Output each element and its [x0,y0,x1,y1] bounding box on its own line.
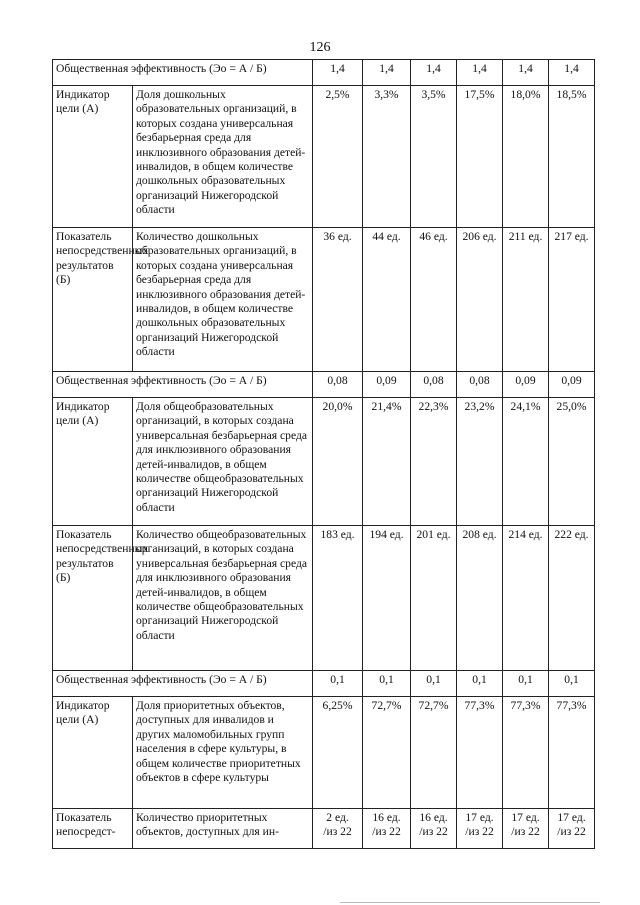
value-cell: 0,09 [549,372,595,398]
value-cell: 0,1 [549,671,595,697]
value-cell: 0,1 [457,671,503,697]
value-cell: 24,1% [503,398,549,526]
value-cell: 206 ед. [457,228,503,372]
indicator-description: Доля приоритетных объектов, доступных для инвалидов и других маломобильных групп населения в сфере культуры, в общем количестве приоритетных объектов в сфере культуры [133,697,313,809]
value-cell: 2,5% [313,86,363,228]
value-cell: 22,3% [411,398,457,526]
value-cell: 3,3% [363,86,411,228]
value-cell: 217 ед. [549,228,595,372]
value-cell: 1,4 [503,60,549,86]
table-row-result [53,809,595,849]
value-cell: 0,1 [411,671,457,697]
efficiency-label: Общественная эффективность (Эо = А / Б) [53,60,313,86]
result-label: Показатель непосредственных результатов (Б) [53,526,133,671]
table-row-efficiency [53,372,595,398]
table-row-efficiency [53,60,595,86]
value-cell: 211 ед. [503,228,549,372]
result-description: Количество дошкольных образовательных организаций, в которых создана универсальная безбарьерная среда для инклюзивного образования детей-инвалидов, в общем количестве дошкольных образовательных организаций Нижегородской области [133,228,313,372]
value-cell: 46 ед. [411,228,457,372]
table-row-result [53,228,595,372]
value-cell: 1,4 [549,60,595,86]
value-cell: 17,5% [457,86,503,228]
scan-artifact-line [340,902,600,903]
value-cell: 77,3% [503,697,549,809]
value-cell: 222 ед. [549,526,595,671]
value-cell: 1,4 [363,60,411,86]
value-cell: 1,4 [457,60,503,86]
value-cell: 208 ед. [457,526,503,671]
value-cell: 25,0% [549,398,595,526]
table-row-indicator [53,86,595,228]
value-cell: 17 ед. /из 22 [503,809,549,849]
value-cell: 3,5% [411,86,457,228]
value-cell: 17 ед. /из 22 [549,809,595,849]
efficiency-label: Общественная эффективность (Эо = А / Б) [53,671,313,697]
table-row-indicator [53,398,595,526]
value-cell: 23,2% [457,398,503,526]
table-row-result [53,526,595,671]
value-cell: 72,7% [363,697,411,809]
efficiency-table [52,59,595,849]
result-description: Количество общеобразовательных организаций, в которых создана универсальная безбарьерная среда для инклюзивного образования детей-инвалидов, в общем количестве общеобразовательных организаций Нижегородской области [133,526,313,671]
indicator-label: Индикатор цели (А) [53,697,133,809]
value-cell: 1,4 [313,60,363,86]
value-cell: 20,0% [313,398,363,526]
efficiency-label: Общественная эффективность (Эо = А / Б) [53,372,313,398]
value-cell: 16 ед. /из 22 [363,809,411,849]
table-row-efficiency [53,671,595,697]
result-label: Показатель непосредственных результатов (Б) [53,228,133,372]
value-cell: 44 ед. [363,228,411,372]
value-cell: 72,7% [411,697,457,809]
value-cell: 18,0% [503,86,549,228]
value-cell: 0,09 [503,372,549,398]
table-row-indicator [53,697,595,809]
indicator-label: Индикатор цели (А) [53,86,133,228]
value-cell: 0,09 [363,372,411,398]
indicator-description: Доля дошкольных образовательных организаций, в которых создана универсальная безбарьерная среда для инклюзивного образования детей-инвалидов, в общем количестве дошкольных образовательных организаций Нижегородской области [133,86,313,228]
value-cell: 1,4 [411,60,457,86]
value-cell: 16 ед. /из 22 [411,809,457,849]
result-label: Показатель непосредст- [53,809,133,849]
indicator-description: Доля общеобразовательных организаций, в которых создана универсальная безбарьерная среда для инклюзивного образования детей-инвалидов, в общем количестве общеобразовательных организаций Нижегородской области [133,398,313,526]
value-cell: 6,25% [313,697,363,809]
value-cell: 0,08 [457,372,503,398]
result-description: Количество приоритетных объектов, доступных для ин- [133,809,313,849]
value-cell: 0,1 [363,671,411,697]
value-cell: 0,08 [313,372,363,398]
value-cell: 194 ед. [363,526,411,671]
value-cell: 77,3% [457,697,503,809]
value-cell: 0,08 [411,372,457,398]
value-cell: 18,5% [549,86,595,228]
page-number: 126 [309,40,331,55]
value-cell: 77,3% [549,697,595,809]
value-cell: 17 ед. /из 22 [457,809,503,849]
value-cell: 0,1 [503,671,549,697]
value-cell: 21,4% [363,398,411,526]
value-cell: 214 ед. [503,526,549,671]
indicator-label: Индикатор цели (А) [53,398,133,526]
value-cell: 0,1 [313,671,363,697]
value-cell: 36 ед. [313,228,363,372]
value-cell: 183 ед. [313,526,363,671]
value-cell: 2 ед. /из 22 [313,809,363,849]
value-cell: 201 ед. [411,526,457,671]
